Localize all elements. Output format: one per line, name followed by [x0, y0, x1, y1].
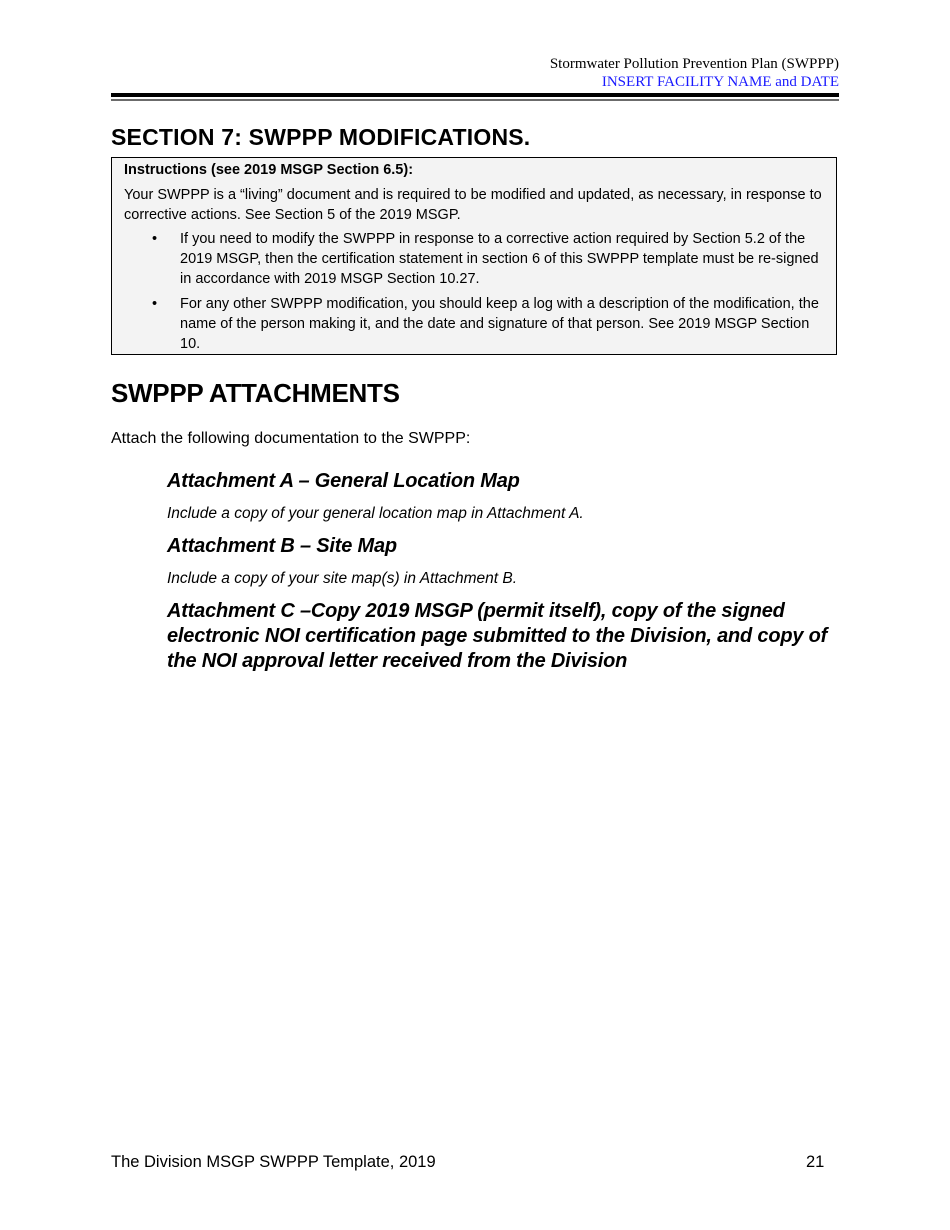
list-item: [124, 294, 824, 354]
attachment-c-heading: Attachment C –Copy 2019 MSGP (permit itself), copy of the signed electronic NOI certification page submitted to the Division, and copy of the NOI approval letter received from the Division: [167, 600, 828, 672]
bullet-icon: •: [152, 296, 158, 312]
attachments-intro: Attach the following documentation to the SWPPP:: [111, 430, 471, 447]
instructions-list: [124, 229, 824, 354]
instructions-heading: Instructions (see 2019 MSGP Section 6.5):: [124, 162, 414, 178]
section-7-title: SECTION 7: SWPPP MODIFICATIONS.: [111, 124, 531, 150]
instructions-body: Your SWPPP is a “living” document and is required to be modified and updated, as necessary, in response to corrective actions. See Section 5 of the 2019 MSGP.: [124, 187, 822, 223]
footer-template-name: The Division MSGP SWPPP Template, 2019: [111, 1153, 436, 1171]
attachment-b-description: Include a copy of your site map(s) in Attachment B.: [167, 570, 518, 587]
attachment-a-heading: Attachment A – General Location Map: [167, 470, 520, 492]
document-title: Stormwater Pollution Prevention Plan (SWPPP): [549, 56, 839, 72]
attachment-b-heading: Attachment B – Site Map: [167, 535, 397, 557]
page-header: [550, 55, 839, 91]
header-rule-thick: [111, 93, 839, 97]
header-rule-thin: [111, 99, 839, 101]
list-item: [124, 229, 824, 289]
attachments-title: SWPPP ATTACHMENTS: [111, 378, 400, 408]
page-number: 21: [806, 1153, 825, 1171]
instructions-box: [111, 157, 837, 355]
list-item-text: For any other SWPPP modification, you should keep a log with a description of the modification, the name of the person making it, and the date and signature of that person. See 2019 MSGP Section 10.: [180, 296, 819, 352]
facility-placeholder: INSERT FACILITY NAME and DATE: [601, 74, 839, 90]
list-item-text: If you need to modify the SWPPP in response to a corrective action required by Section 5.2 of the 2019 MSGP, then the certification statement in section 6 of this SWPPP template must be re-signed in accordance with 2019 MSGP Section 10.27.: [180, 231, 819, 287]
attachment-a-description: Include a copy of your general location map in Attachment A.: [167, 505, 584, 522]
bullet-icon: •: [152, 231, 158, 247]
